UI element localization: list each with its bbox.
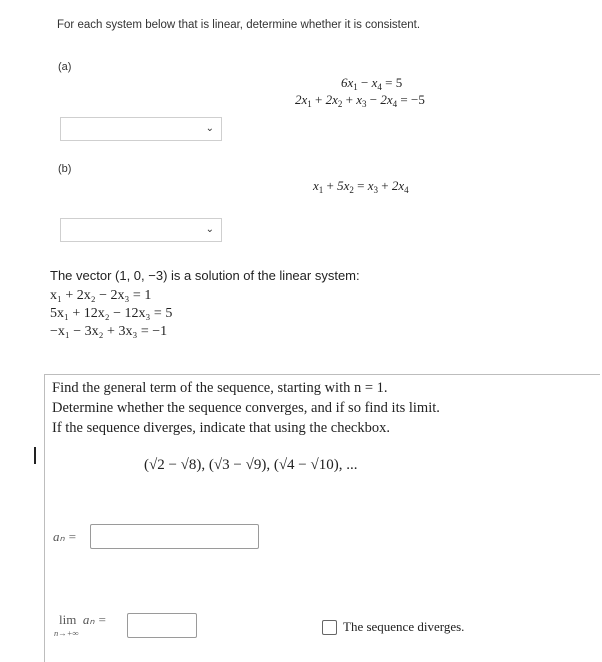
part-b-consistency-select[interactable]: [60, 218, 222, 242]
sequence-instruction-2: Determine whether the sequence converges, and if so find its limit.: [52, 400, 440, 416]
part-a-equation-1: $6x_1 - x_4 = 5$: [341, 75, 403, 92]
chevron-down-icon: ⌄: [205, 123, 214, 134]
part-b-label: (b): [58, 163, 72, 175]
sequence-instruction-3: If the sequence diverges, indicate that using the checkbox.: [52, 420, 390, 436]
diverges-checkbox[interactable]: [322, 620, 337, 635]
vector-system-line-2: 5x₁ + 12x₂ − 12x₃ = 5: [50, 306, 173, 321]
an-label: aₙ =: [53, 529, 77, 544]
vector-statement: The vector (1, 0, −3) is a solution of the linear system:: [50, 268, 360, 283]
instructions-text: For each system below that is linear, determine whether it is consistent.: [57, 19, 421, 31]
vector-system-line-3: −x₁ − 3x₂ + 3x₃ = −1: [50, 324, 168, 339]
part-a-label: (a): [58, 61, 72, 73]
sequence-expression: (√2 − √8), (√3 − √9), (√4 − √10), ...: [144, 457, 358, 473]
part-b-equation: $x_1 + 5x_2 = x_3 + 2x_4$: [313, 178, 409, 195]
part-a-consistency-select[interactable]: [60, 117, 222, 141]
vector-system-line-1: x₁ + 2x₂ − 2x₃ = 1: [50, 288, 152, 303]
part-a-equation-2: $2x_1 + 2x_2 + x_3 - 2x_4 = -5$: [295, 92, 425, 109]
general-term-input[interactable]: [90, 524, 259, 549]
sequence-instruction-1: Find the general term of the sequence, starting with n = 1.: [52, 380, 388, 396]
diverges-label: The sequence diverges.: [343, 619, 465, 634]
limit-subscript: n→+∞: [54, 628, 79, 638]
text-cursor: [34, 447, 36, 464]
chevron-down-icon: ⌄: [205, 224, 214, 235]
limit-label: lim aₙ =: [59, 612, 107, 627]
limit-input[interactable]: [127, 613, 197, 638]
